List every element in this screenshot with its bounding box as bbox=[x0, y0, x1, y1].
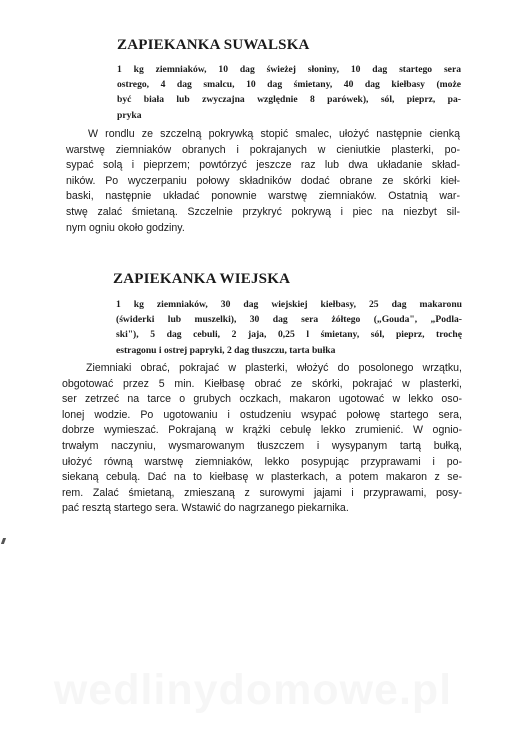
ingredients-line: pryka bbox=[117, 109, 142, 121]
instructions-line: siekaną cebulą. Dać na to kiełbasę w plasterkach, a potem makaron z se- bbox=[62, 471, 462, 484]
recipe-title-wiejska: ZAPIEKANKA WIEJSKA bbox=[113, 271, 291, 287]
ingredients-line: ski"), 5 dag cebuli, 2 jaja, 0,25 l śmietany, sól, pieprz, trochę bbox=[116, 329, 462, 341]
ingredients-line: 1 kg ziemniaków, 10 dag świeżej słoniny, 10 dag startego sera bbox=[117, 64, 461, 75]
ingredients-line: ostrego, 4 dag smalcu, 10 dag śmietany, 40 dag kiełbasy (może bbox=[117, 79, 461, 91]
recipe-title-suwalska: ZAPIEKANKA SUWALSKA bbox=[117, 37, 310, 53]
instructions-line: stwę zalać śmietaną. Szczelnie przykryć pokrywą i piec na niezbyt sil- bbox=[66, 205, 460, 218]
ingredients-line: estragonu i ostrej papryki, 2 dag tłuszczu, tarta bułka bbox=[116, 344, 336, 356]
instructions-line: pać resztą startego sera. Wstawić do nagrzanego piekarnika. bbox=[62, 502, 349, 515]
instructions-line: rem. Zalać śmietaną, zmieszaną z surowymi jajami i przyprawami, posy- bbox=[62, 486, 462, 499]
instructions-line: sypać solą i pieprzem; powtórzyć jeszcze raz lub dwa układanie skład- bbox=[66, 159, 460, 172]
instructions-line: baski, następnie układać ponownie warstwę ziemniaków. Ostatnią war- bbox=[66, 190, 460, 203]
ingredients-suwalska bbox=[117, 62, 461, 123]
instructions-line: dobrze wymieszać. Pokrajaną w krążki cebulę lekko zrumienić. W ognio- bbox=[62, 424, 462, 437]
ingredients-line: 1 kg ziemniaków, 30 dag wiejskiej kiełbasy, 25 dag makaronu bbox=[116, 299, 462, 310]
instructions-line: W rondlu ze szczelną pokrywką stopić smalec, ułożyć następnie cienką bbox=[88, 128, 460, 140]
instructions-line: ników. Po wyczerpaniu połowy składników dodać obrane ze skórki kieł- bbox=[66, 174, 460, 187]
instructions-wiejska bbox=[62, 361, 462, 517]
watermark bbox=[0, 666, 506, 715]
instructions-line: nym ogniu około godziny. bbox=[66, 221, 185, 234]
ingredients-wiejska bbox=[116, 297, 462, 358]
instructions-line: warstwę ziemniaków obranych i pokrajanych w cieniutkie plasterki, po- bbox=[66, 143, 460, 156]
instructions-suwalska bbox=[66, 127, 460, 236]
instructions-line: lonej wodzie. Po ugotowaniu i ostudzeniu wsypać połowę startego sera, bbox=[62, 408, 462, 421]
instructions-line: ser zetrzeć na tarce o grubych oczkach, makaron ugotować w lekko oso- bbox=[62, 393, 462, 406]
scan-mark bbox=[1, 538, 6, 544]
ingredients-line: być biała lub zwyczajna względnie 8 parówek), sól, pieprz, pa- bbox=[117, 94, 461, 106]
instructions-line: trwałym naczyniu, wysmarowanym tłuszczem i wysypanym tartą bułką, bbox=[62, 439, 462, 452]
instructions-line: obgotować przez 5 min. Kiełbasę obrać ze skórki, pokrajać w plasterki, bbox=[62, 377, 462, 390]
instructions-line: ułożyć równą warstwę ziemniaków, lekko posypując przyprawami i po- bbox=[62, 455, 462, 468]
instructions-line: Ziemniaki obrać, pokrajać w plasterki, włożyć do posolonego wrzątku, bbox=[86, 362, 462, 374]
ingredients-line: (świderki lub muszelki), 30 dag sera żółtego („Gouda", „Podla- bbox=[116, 314, 462, 326]
